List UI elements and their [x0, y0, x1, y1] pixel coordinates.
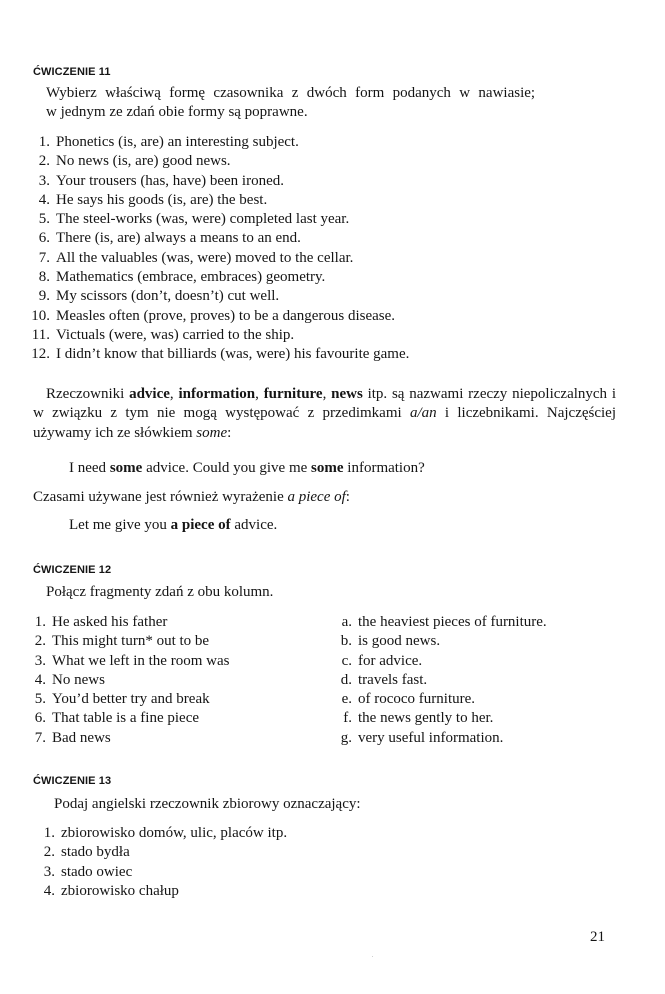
- exercise-11-instruction: [46, 84, 616, 123]
- list-item: [31, 345, 616, 364]
- bold-term: some: [311, 460, 344, 476]
- italic-term: some: [196, 424, 228, 441]
- item-number: 4.: [43, 882, 55, 899]
- item-number: 1.: [38, 134, 50, 150]
- list-item: [38, 152, 616, 171]
- item-letter: f.: [343, 710, 352, 727]
- item-number: 10.: [31, 307, 50, 324]
- item-number: 2.: [38, 153, 50, 170]
- text-run: advice. Could you give me: [142, 460, 312, 476]
- list-item: [31, 307, 616, 326]
- list-item: [343, 709, 618, 728]
- list-item: [34, 632, 312, 651]
- scan-speck: [372, 956, 373, 957]
- list-item: [43, 863, 461, 882]
- item-text: He asked his father: [52, 614, 168, 630]
- item-text: stado bydła: [61, 844, 130, 861]
- item-text: for advice.: [358, 652, 423, 669]
- list-item: [43, 882, 461, 901]
- item-number: 12.: [31, 346, 50, 363]
- item-number: 6.: [34, 710, 46, 727]
- exercise-13-heading: ĆWICZENIE 13: [33, 775, 112, 787]
- item-text: No news: [52, 671, 105, 688]
- item-number: 6.: [38, 230, 50, 247]
- list-item: [340, 671, 618, 690]
- item-text: is good news.: [358, 633, 441, 650]
- list-item: [34, 709, 312, 728]
- list-item: [341, 652, 618, 671]
- item-text: travels fast.: [358, 671, 428, 688]
- item-number: 5.: [34, 691, 46, 708]
- list-item: [341, 690, 618, 709]
- item-text: Bad news: [52, 729, 111, 746]
- item-letter: e.: [341, 691, 352, 708]
- item-text: I didn’t know that billiards (was, were) his favourite game.: [56, 346, 410, 363]
- item-text: very useful information.: [358, 729, 504, 746]
- item-letter: b.: [340, 633, 352, 650]
- item-number: 4.: [34, 671, 46, 688]
- item-text: You’d better try and break: [52, 691, 210, 708]
- item-letter: a.: [341, 614, 352, 630]
- instruction-line: w jednym ze zdań obie formy są poprawne.: [46, 104, 308, 121]
- item-text: Phonetics (is, are) an interesting subject.: [56, 134, 299, 150]
- text-run: Czasami używane jest również wyrażenie: [33, 489, 288, 505]
- item-text: stado owiec: [61, 863, 133, 880]
- italic-term: a/an: [409, 405, 437, 422]
- text-run: I need: [69, 460, 110, 476]
- bold-term: a piece of: [170, 517, 231, 533]
- text-run: information?: [343, 460, 425, 476]
- text-run: :: [227, 424, 232, 441]
- bold-term: news: [331, 386, 363, 402]
- list-item: [43, 824, 461, 843]
- item-text: Your trousers (has, have) been ironed.: [56, 172, 285, 189]
- text-run: itp. są nazwami rzeczy niepoliczalnych i w związku z tym nie mogą występować z przedimkami: [33, 386, 617, 422]
- grammar-paragraph: [33, 488, 350, 507]
- list-item: [38, 172, 616, 191]
- item-number: 2.: [34, 633, 46, 650]
- list-item: [341, 613, 618, 632]
- instruction-line: Wybierz właściwą formę czasownika z dwóch form podanych w nawiasie;: [46, 85, 536, 101]
- exercise-11-heading: ĆWICZENIE 11: [33, 66, 111, 78]
- item-text: Mathematics (embrace, embraces) geometry.: [56, 269, 326, 286]
- list-item: [340, 729, 618, 748]
- item-number: 9.: [38, 288, 50, 305]
- item-text: No news (is, are) good news.: [56, 153, 231, 170]
- text-run: i liczebnikami. Najczęściej używamy ich ze słówkiem: [33, 405, 617, 441]
- item-text: the heaviest pieces of furniture.: [358, 614, 547, 630]
- list-item: [34, 729, 312, 748]
- item-text: Measles often (prove, proves) to be a dangerous disease.: [56, 307, 396, 324]
- item-letter: d.: [340, 671, 352, 688]
- list-item: [38, 229, 616, 248]
- item-text: zbiorowisko domów, ulic, placów itp.: [61, 825, 288, 841]
- bold-term: some: [109, 460, 143, 476]
- item-text: of rococo furniture.: [358, 691, 476, 708]
- list-item: [34, 652, 312, 671]
- item-letter: g.: [340, 729, 352, 746]
- example-sentence: [69, 459, 425, 478]
- exercise-12-right-column: [340, 613, 618, 748]
- list-item: [38, 133, 616, 152]
- item-text: What we left in the room was: [52, 652, 230, 669]
- list-item: [43, 843, 461, 862]
- item-text: the news gently to her.: [358, 710, 494, 727]
- list-item: [38, 210, 616, 229]
- list-item: [38, 268, 616, 287]
- text-run: Rzeczowniki: [46, 386, 130, 402]
- item-text: All the valuables (was, were) moved to the cellar.: [56, 249, 354, 266]
- item-number: 11.: [31, 326, 50, 343]
- item-number: 7.: [34, 729, 46, 746]
- exercise-13-instruction: Podaj angielski rzeczownik zbiorowy oznaczający:: [54, 796, 361, 812]
- item-number: 2.: [43, 844, 55, 861]
- grammar-paragraph: [33, 385, 616, 443]
- item-number: 1.: [34, 614, 46, 630]
- text-run: Let me give you: [69, 517, 171, 533]
- item-text: My scissors (don’t, doesn’t) cut well.: [56, 288, 280, 305]
- list-item: [34, 671, 312, 690]
- list-item: [31, 326, 616, 345]
- exercise-12-heading: ĆWICZENIE 12: [33, 564, 112, 576]
- item-text: There (is, are) always a means to an end.: [56, 230, 301, 247]
- item-number: 3.: [34, 652, 46, 669]
- item-number: 1.: [43, 825, 55, 841]
- item-number: 5.: [38, 211, 50, 228]
- text-run: ,: [255, 386, 264, 402]
- list-item: [38, 249, 616, 268]
- item-text: zbiorowisko chałup: [61, 882, 179, 899]
- item-number: 7.: [38, 249, 50, 266]
- italic-term: a piece of: [287, 489, 346, 505]
- list-item: [38, 287, 616, 306]
- example-sentence: [69, 516, 277, 535]
- exercise-12-instruction: Połącz fragmenty zdań z obu kolumn.: [46, 584, 274, 600]
- page-number: 21: [590, 929, 605, 945]
- exercise-12-left-column: [34, 613, 312, 748]
- text-run: ,: [169, 386, 179, 402]
- item-number: 8.: [38, 269, 50, 286]
- item-number: 4.: [38, 191, 50, 208]
- bold-term: information: [178, 386, 256, 402]
- list-item: [340, 632, 618, 651]
- item-number: 3.: [38, 172, 50, 189]
- bold-term: furniture: [263, 386, 323, 402]
- item-letter: c.: [341, 652, 352, 669]
- list-item: [34, 613, 312, 632]
- list-item: [34, 690, 312, 709]
- exercise-13-list: [43, 824, 461, 901]
- exercise-11-list: [31, 133, 616, 365]
- item-text: That table is a fine piece: [52, 710, 200, 727]
- list-item: [38, 191, 616, 210]
- text-run: ,: [322, 386, 332, 402]
- item-number: 3.: [43, 863, 55, 880]
- text-run: :: [345, 489, 350, 505]
- item-text: He says his goods (is, are) the best.: [56, 191, 268, 208]
- bold-term: advice: [129, 386, 170, 402]
- item-text: This might turn* out to be: [52, 633, 210, 650]
- item-text: Victuals (were, was) carried to the ship.: [56, 326, 295, 343]
- text-run: advice.: [230, 517, 278, 533]
- item-text: The steel-works (was, were) completed last year.: [56, 211, 350, 228]
